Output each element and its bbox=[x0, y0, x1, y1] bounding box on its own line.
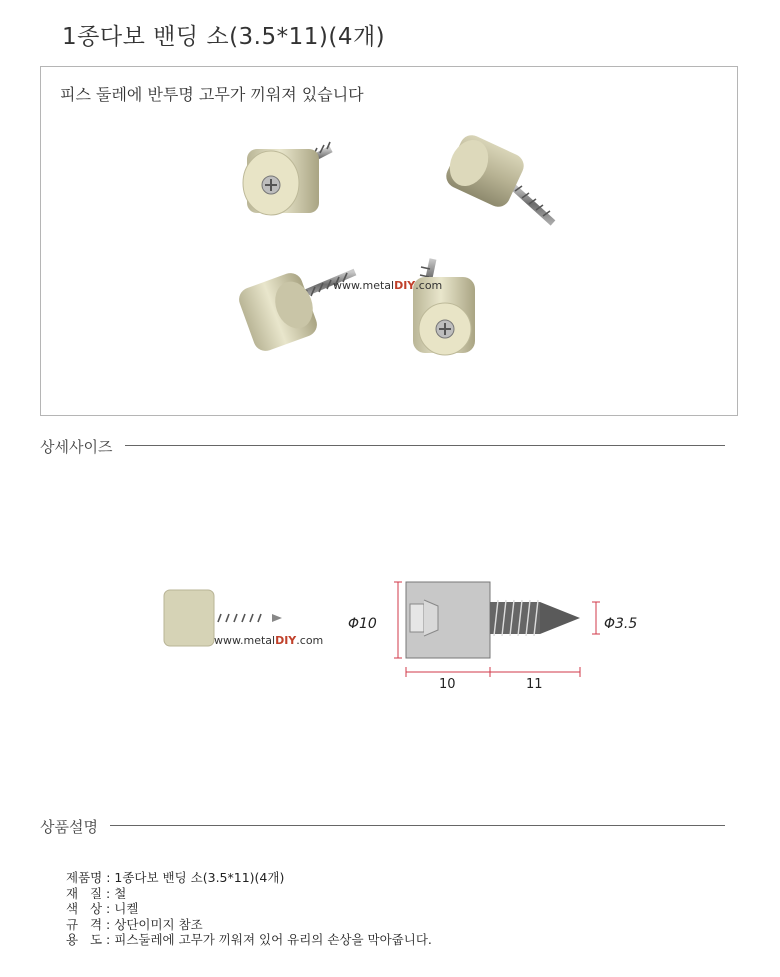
label-head-length: 10 bbox=[439, 677, 456, 692]
size-diagram bbox=[0, 570, 780, 710]
product-photo bbox=[41, 67, 739, 417]
label-screw-diameter: Φ3.5 bbox=[604, 616, 638, 632]
diagram-drawing bbox=[394, 582, 600, 677]
spec-value: 철 bbox=[114, 885, 127, 901]
spec-value: 니켈 bbox=[114, 901, 139, 916]
spec-value: 1종다보 밴딩 소(3.5*11)(4개) bbox=[114, 870, 285, 885]
spec-row: 재 질 : 철 bbox=[66, 885, 127, 901]
spec-row: 규 격 : 상단이미지 참조 bbox=[66, 916, 203, 932]
product-title: 1종다보 밴딩 소(3.5*11)(4개) bbox=[62, 24, 386, 50]
spec-key: 용 도 bbox=[66, 932, 103, 947]
label-outer-diameter: Φ10 bbox=[348, 616, 377, 632]
product-photo-box bbox=[40, 66, 738, 416]
spacer-piece-2 bbox=[442, 131, 553, 223]
section-size-label: 상세사이즈 bbox=[40, 438, 113, 456]
spec-key: 재 질 bbox=[66, 885, 103, 901]
spec-key: 규 격 bbox=[66, 916, 103, 932]
spec-row: 색 상 : 니켈 bbox=[66, 901, 139, 916]
spacer-piece-4 bbox=[413, 259, 475, 355]
photo-watermark: www.metalDIY.com bbox=[333, 279, 443, 292]
section-size-rule bbox=[125, 445, 725, 446]
spec-value: 피스둘레에 고무가 끼워져 있어 유리의 손상을 막아줍니다. bbox=[114, 932, 432, 947]
section-description-label: 상품설명 bbox=[40, 818, 98, 836]
diagram-watermark: www.metalDIY.com bbox=[214, 634, 324, 647]
spec-row: 제품명 : 1종다보 밴딩 소(3.5*11)(4개) bbox=[66, 870, 285, 885]
photo-caption: 피스 둘레에 반투명 고무가 끼워져 있습니다 bbox=[60, 85, 364, 104]
spec-value: 상단이미지 참조 bbox=[114, 916, 203, 932]
spacer-piece-1 bbox=[243, 142, 331, 215]
spec-key: 제품명 bbox=[66, 870, 103, 885]
section-description-rule bbox=[110, 825, 725, 826]
spec-list bbox=[66, 870, 432, 948]
diagram-photo bbox=[164, 590, 323, 647]
spec-key: 색 상 bbox=[66, 901, 103, 916]
section-size-header bbox=[40, 436, 725, 456]
label-screw-length: 11 bbox=[526, 677, 543, 692]
section-description-header bbox=[40, 816, 725, 836]
spec-row: 용 도 : 피스둘레에 고무가 끼워져 있어 유리의 손상을 막아줍니다. bbox=[66, 932, 432, 947]
